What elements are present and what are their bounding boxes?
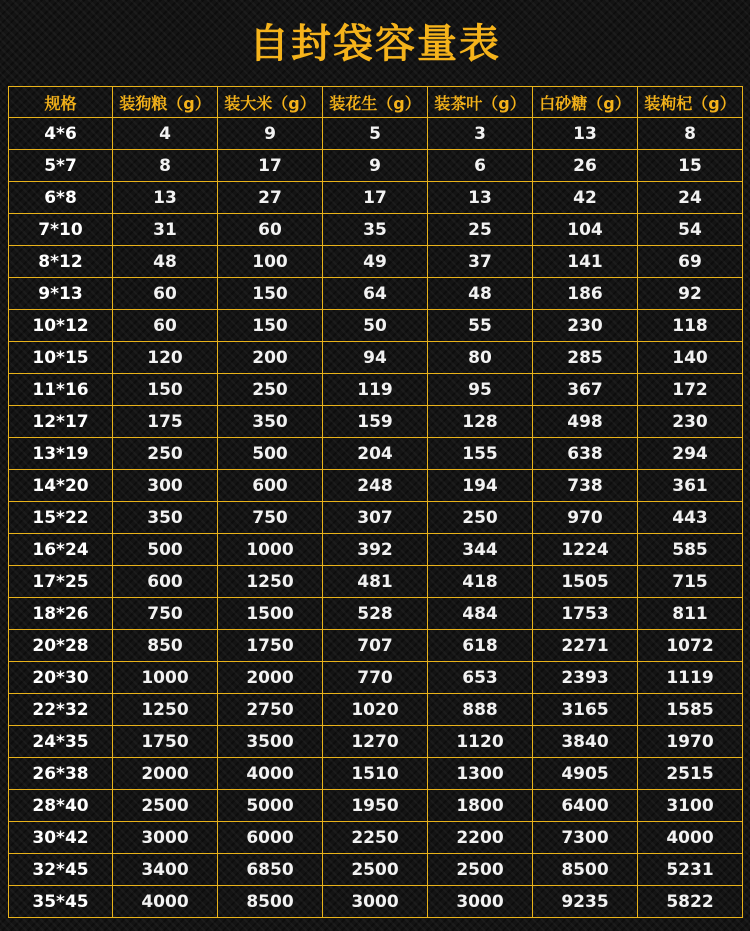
cell-dog-food: 2500 (113, 790, 218, 822)
cell-size: 9*13 (9, 278, 113, 310)
cell-goji: 172 (638, 374, 743, 406)
cell-size: 17*25 (9, 566, 113, 598)
cell-tea: 1800 (428, 790, 533, 822)
cell-dog-food: 150 (113, 374, 218, 406)
table-row (9, 534, 743, 566)
cell-dog-food: 60 (113, 310, 218, 342)
cell-peanut: 1270 (323, 726, 428, 758)
cell-peanut: 159 (323, 406, 428, 438)
table-row (9, 662, 743, 694)
cell-dog-food: 4 (113, 118, 218, 150)
cell-size: 26*38 (9, 758, 113, 790)
cell-size: 12*17 (9, 406, 113, 438)
page-title: 自封袋容量表 (249, 21, 501, 67)
cell-goji: 5231 (638, 854, 743, 886)
cell-peanut: 2250 (323, 822, 428, 854)
cell-size: 15*22 (9, 502, 113, 534)
table-row (9, 214, 743, 246)
cell-dog-food: 8 (113, 150, 218, 182)
cell-goji: 15 (638, 150, 743, 182)
cell-goji: 8 (638, 118, 743, 150)
cell-goji: 294 (638, 438, 743, 470)
cell-dog-food: 120 (113, 342, 218, 374)
cell-rice: 6000 (218, 822, 323, 854)
cell-sugar: 4905 (533, 758, 638, 790)
cell-dog-food: 3400 (113, 854, 218, 886)
table-row (9, 246, 743, 278)
table-row (9, 150, 743, 182)
cell-tea: 6 (428, 150, 533, 182)
table-row (9, 630, 743, 662)
cell-rice: 60 (218, 214, 323, 246)
cell-size: 10*15 (9, 342, 113, 374)
table-row (9, 310, 743, 342)
cell-size: 14*20 (9, 470, 113, 502)
cell-sugar: 26 (533, 150, 638, 182)
cell-size: 22*32 (9, 694, 113, 726)
cell-dog-food: 600 (113, 566, 218, 598)
cell-size: 5*7 (9, 150, 113, 182)
header-tea: 装茶叶（g） (428, 87, 533, 118)
cell-goji: 5822 (638, 886, 743, 918)
cell-goji: 92 (638, 278, 743, 310)
cell-rice: 17 (218, 150, 323, 182)
cell-sugar: 970 (533, 502, 638, 534)
cell-sugar: 141 (533, 246, 638, 278)
cell-rice: 250 (218, 374, 323, 406)
cell-rice: 1500 (218, 598, 323, 630)
cell-sugar: 9235 (533, 886, 638, 918)
cell-rice: 150 (218, 278, 323, 310)
cell-size: 16*24 (9, 534, 113, 566)
cell-goji: 54 (638, 214, 743, 246)
cell-sugar: 7300 (533, 822, 638, 854)
cell-rice: 4000 (218, 758, 323, 790)
cell-size: 20*30 (9, 662, 113, 694)
cell-size: 7*10 (9, 214, 113, 246)
cell-peanut: 392 (323, 534, 428, 566)
cell-rice: 200 (218, 342, 323, 374)
cell-rice: 100 (218, 246, 323, 278)
cell-peanut: 1510 (323, 758, 428, 790)
cell-tea: 344 (428, 534, 533, 566)
cell-goji: 4000 (638, 822, 743, 854)
cell-sugar: 738 (533, 470, 638, 502)
header-goji: 装枸杞（g） (638, 87, 743, 118)
cell-sugar: 104 (533, 214, 638, 246)
cell-size: 24*35 (9, 726, 113, 758)
cell-tea: 155 (428, 438, 533, 470)
cell-dog-food: 1000 (113, 662, 218, 694)
cell-goji: 811 (638, 598, 743, 630)
cell-tea: 888 (428, 694, 533, 726)
header-size: 规格 (9, 87, 113, 118)
cell-peanut: 64 (323, 278, 428, 310)
cell-dog-food: 48 (113, 246, 218, 278)
table-row (9, 278, 743, 310)
cell-size: 28*40 (9, 790, 113, 822)
cell-tea: 250 (428, 502, 533, 534)
cell-sugar: 8500 (533, 854, 638, 886)
cell-dog-food: 300 (113, 470, 218, 502)
cell-tea: 13 (428, 182, 533, 214)
cell-rice: 2000 (218, 662, 323, 694)
cell-size: 11*16 (9, 374, 113, 406)
cell-size: 13*19 (9, 438, 113, 470)
table-row (9, 342, 743, 374)
cell-goji: 140 (638, 342, 743, 374)
cell-sugar: 2271 (533, 630, 638, 662)
cell-peanut: 307 (323, 502, 428, 534)
cell-peanut: 3000 (323, 886, 428, 918)
cell-goji: 1072 (638, 630, 743, 662)
cell-tea: 2200 (428, 822, 533, 854)
cell-peanut: 1950 (323, 790, 428, 822)
cell-rice: 27 (218, 182, 323, 214)
cell-peanut: 481 (323, 566, 428, 598)
table-row (9, 822, 743, 854)
cell-goji: 230 (638, 406, 743, 438)
cell-rice: 500 (218, 438, 323, 470)
cell-sugar: 42 (533, 182, 638, 214)
header-rice: 装大米（g） (218, 87, 323, 118)
cell-dog-food: 3000 (113, 822, 218, 854)
cell-size: 8*12 (9, 246, 113, 278)
cell-rice: 3500 (218, 726, 323, 758)
cell-goji: 443 (638, 502, 743, 534)
table-row (9, 854, 743, 886)
cell-rice: 600 (218, 470, 323, 502)
cell-rice: 9 (218, 118, 323, 150)
cell-rice: 1750 (218, 630, 323, 662)
table-row (9, 566, 743, 598)
cell-tea: 1120 (428, 726, 533, 758)
cell-size: 30*42 (9, 822, 113, 854)
table-row (9, 438, 743, 470)
cell-peanut: 50 (323, 310, 428, 342)
cell-rice: 2750 (218, 694, 323, 726)
cell-sugar: 230 (533, 310, 638, 342)
cell-tea: 3000 (428, 886, 533, 918)
cell-dog-food: 750 (113, 598, 218, 630)
cell-sugar: 1753 (533, 598, 638, 630)
table-row (9, 470, 743, 502)
cell-rice: 5000 (218, 790, 323, 822)
cell-dog-food: 4000 (113, 886, 218, 918)
cell-tea: 1300 (428, 758, 533, 790)
cell-goji: 361 (638, 470, 743, 502)
cell-tea: 2500 (428, 854, 533, 886)
cell-peanut: 119 (323, 374, 428, 406)
cell-dog-food: 13 (113, 182, 218, 214)
cell-goji: 1585 (638, 694, 743, 726)
cell-peanut: 707 (323, 630, 428, 662)
cell-peanut: 49 (323, 246, 428, 278)
cell-sugar: 13 (533, 118, 638, 150)
table-row (9, 694, 743, 726)
cell-tea: 194 (428, 470, 533, 502)
cell-dog-food: 850 (113, 630, 218, 662)
cell-sugar: 186 (533, 278, 638, 310)
header-dog-food: 装狗粮（g） (113, 87, 218, 118)
cell-dog-food: 60 (113, 278, 218, 310)
cell-tea: 418 (428, 566, 533, 598)
table-row (9, 790, 743, 822)
cell-rice: 1000 (218, 534, 323, 566)
cell-peanut: 17 (323, 182, 428, 214)
table-header (9, 87, 743, 118)
cell-rice: 350 (218, 406, 323, 438)
cell-goji: 24 (638, 182, 743, 214)
cell-tea: 37 (428, 246, 533, 278)
cell-peanut: 204 (323, 438, 428, 470)
cell-rice: 6850 (218, 854, 323, 886)
table-body (9, 118, 743, 918)
cell-size: 35*45 (9, 886, 113, 918)
cell-sugar: 638 (533, 438, 638, 470)
cell-sugar: 1224 (533, 534, 638, 566)
cell-size: 4*6 (9, 118, 113, 150)
cell-sugar: 3165 (533, 694, 638, 726)
cell-size: 6*8 (9, 182, 113, 214)
cell-sugar: 285 (533, 342, 638, 374)
cell-dog-food: 350 (113, 502, 218, 534)
table-row (9, 886, 743, 918)
header-row (9, 87, 743, 118)
cell-dog-food: 1250 (113, 694, 218, 726)
cell-goji: 3100 (638, 790, 743, 822)
cell-dog-food: 1750 (113, 726, 218, 758)
cell-peanut: 5 (323, 118, 428, 150)
cell-peanut: 528 (323, 598, 428, 630)
capacity-table-container (8, 86, 742, 918)
cell-dog-food: 500 (113, 534, 218, 566)
cell-size: 32*45 (9, 854, 113, 886)
table-row (9, 182, 743, 214)
table-row (9, 118, 743, 150)
header-peanut: 装花生（g） (323, 87, 428, 118)
table-row (9, 598, 743, 630)
table-row (9, 502, 743, 534)
cell-size: 10*12 (9, 310, 113, 342)
cell-sugar: 367 (533, 374, 638, 406)
cell-rice: 750 (218, 502, 323, 534)
cell-goji: 69 (638, 246, 743, 278)
cell-tea: 55 (428, 310, 533, 342)
cell-sugar: 498 (533, 406, 638, 438)
cell-peanut: 35 (323, 214, 428, 246)
cell-goji: 715 (638, 566, 743, 598)
cell-tea: 653 (428, 662, 533, 694)
cell-peanut: 94 (323, 342, 428, 374)
cell-tea: 618 (428, 630, 533, 662)
cell-dog-food: 31 (113, 214, 218, 246)
cell-peanut: 770 (323, 662, 428, 694)
cell-goji: 1119 (638, 662, 743, 694)
cell-goji: 2515 (638, 758, 743, 790)
cell-goji: 118 (638, 310, 743, 342)
cell-goji: 585 (638, 534, 743, 566)
table-row (9, 758, 743, 790)
table-row (9, 726, 743, 758)
cell-dog-food: 2000 (113, 758, 218, 790)
cell-goji: 1970 (638, 726, 743, 758)
cell-sugar: 1505 (533, 566, 638, 598)
cell-size: 18*26 (9, 598, 113, 630)
cell-sugar: 6400 (533, 790, 638, 822)
cell-rice: 8500 (218, 886, 323, 918)
capacity-table (8, 86, 743, 918)
cell-dog-food: 175 (113, 406, 218, 438)
cell-tea: 3 (428, 118, 533, 150)
cell-size: 20*28 (9, 630, 113, 662)
cell-tea: 25 (428, 214, 533, 246)
table-row (9, 406, 743, 438)
cell-tea: 128 (428, 406, 533, 438)
cell-tea: 484 (428, 598, 533, 630)
cell-tea: 48 (428, 278, 533, 310)
cell-sugar: 3840 (533, 726, 638, 758)
cell-peanut: 2500 (323, 854, 428, 886)
cell-tea: 95 (428, 374, 533, 406)
cell-dog-food: 250 (113, 438, 218, 470)
table-row (9, 374, 743, 406)
cell-peanut: 248 (323, 470, 428, 502)
header-sugar: 白砂糖（g） (533, 87, 638, 118)
cell-rice: 1250 (218, 566, 323, 598)
cell-sugar: 2393 (533, 662, 638, 694)
cell-rice: 150 (218, 310, 323, 342)
cell-peanut: 1020 (323, 694, 428, 726)
cell-peanut: 9 (323, 150, 428, 182)
cell-tea: 80 (428, 342, 533, 374)
